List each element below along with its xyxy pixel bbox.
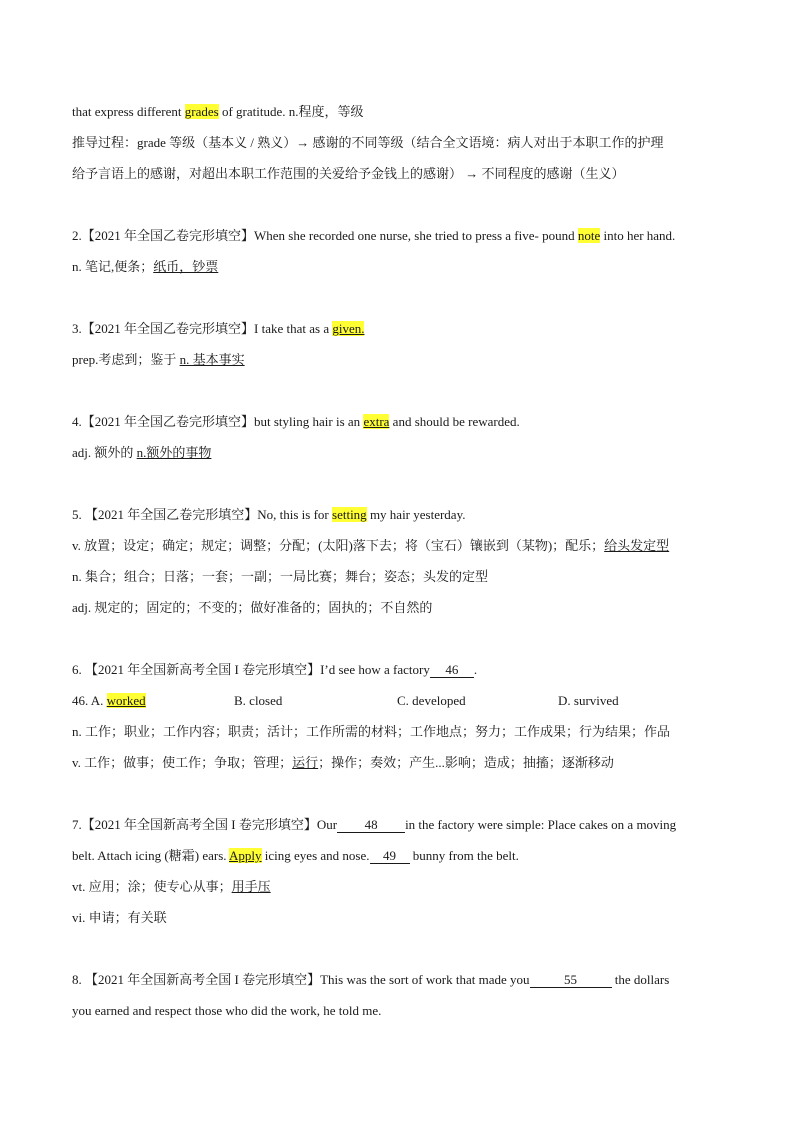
sentence-text: that express different	[72, 104, 185, 119]
item-6-verb-definition	[72, 747, 732, 778]
sentence-text: Our	[316, 817, 338, 832]
sentence-text: I’d see how a factory	[320, 662, 430, 677]
option-b: B. closed	[234, 693, 283, 708]
underlined-meaning: n.额外的事物	[136, 445, 212, 460]
sentence-text: I take that as a	[254, 321, 333, 336]
highlighted-word: extra	[363, 414, 390, 429]
sentence-text: When she recorded one nurse, she tried to press a five- pound	[254, 228, 578, 243]
item-8-sentence-cont: you earned and respect those who did the work, he told me.	[72, 1003, 382, 1018]
item-6-noun-definition: n. 工作；职业；工作内容；职责；活计；工作所需的材料；工作地点；努力；工作成果；行为结果；作品	[72, 724, 671, 739]
highlighted-word: given.	[332, 321, 365, 336]
item-2-sentence	[72, 220, 732, 251]
item-2-definition	[72, 251, 732, 282]
item-heading: 5. 【2021 年全国乙卷完形填空】	[72, 507, 258, 522]
item-3-definition	[72, 344, 732, 375]
sentence-text: the dollars	[611, 972, 670, 987]
definition-text: ；操作；奏效；产生...影响；造成；抽搐；逐渐移动	[318, 755, 614, 770]
item-6-options	[72, 685, 732, 716]
item-heading: 2.【2021 年全国乙卷完形填空】	[72, 228, 255, 243]
answer-blank: 46	[430, 663, 474, 678]
item-heading: 3.【2021 年全国乙卷完形填空】	[72, 321, 255, 336]
sentence-text: bunny from the belt.	[409, 848, 519, 863]
answer-blank: 49	[370, 849, 410, 864]
derivation-line-1: 推导过程：grade 等级（基本义 / 熟义）→ 感谢的不同等级（结合全文语境：病人对出于本职工作的护理	[72, 135, 664, 150]
sentence-text: and should be rewarded.	[389, 414, 520, 429]
underlined-meaning: 给头发定型	[604, 538, 670, 553]
item-4-definition	[72, 437, 732, 468]
underlined-meaning: 纸币，钞票	[153, 259, 219, 274]
definition-text: vt. 应用；涂；使专心从事；	[72, 879, 232, 894]
sentence-text: icing eyes and nose.	[261, 848, 370, 863]
item-3-sentence	[72, 313, 732, 344]
sentence-text: .	[473, 662, 478, 677]
sentence-text: in the factory were simple: Place cakes on a moving	[405, 817, 677, 832]
item-heading: 6. 【2021 年全国新高考全国 I 卷完形填空】	[72, 662, 321, 677]
sentence-text: my hair yesterday.	[366, 507, 466, 522]
definition-text: adj. 额外的	[72, 445, 137, 460]
item-7-vi-definition: vi. 申请；有关联	[72, 910, 167, 925]
definition-text: v. 放置；设定；确定；规定；调整；分配；(太阳)落下去；将（宝石）镶嵌到（某物)；配乐；	[72, 538, 605, 553]
item-6-sentence	[72, 654, 732, 685]
item-5-sentence	[72, 499, 732, 530]
item-7-sentence-cont	[72, 840, 732, 871]
sentence-text: No, this is for	[257, 507, 333, 522]
continuation-line-1	[72, 96, 732, 127]
item-5-verb-definition	[72, 530, 732, 561]
item-heading: 7.【2021 年全国新高考全国 I 卷完形填空】	[72, 817, 317, 832]
sentence-text: of gratitude. n.程度，等级	[218, 104, 364, 119]
definition-text: prep.考虑到；鉴于	[72, 352, 180, 367]
answer-blank: 55	[530, 973, 612, 988]
definition-text: n. 笔记,便条；	[72, 259, 154, 274]
highlighted-word: note	[577, 228, 601, 243]
highlighted-word: Apply	[229, 848, 262, 863]
item-5-noun-definition: n. 集合；组合；日落；一套；一副；一局比赛；舞台；姿态；头发的定型	[72, 569, 489, 584]
sentence-text: into her hand.	[600, 228, 676, 243]
highlighted-word: setting	[332, 507, 367, 522]
derivation-line-2: 给予言语上的感谢，对超出本职工作范围的关爱给予金钱上的感谢） → 不同程度的感谢（生义）	[72, 166, 625, 181]
option-c: C. developed	[397, 693, 466, 708]
item-4-sentence	[72, 406, 732, 437]
item-8-sentence	[72, 964, 732, 995]
highlighted-word: worked	[106, 693, 146, 708]
item-5-adj-definition: adj. 规定的；固定的；不变的；做好准备的；固执的；不自然的	[72, 600, 433, 615]
sentence-text: belt. Attach icing (糖霜) ears.	[72, 848, 230, 863]
document-page	[72, 96, 732, 1026]
sentence-text: but styling hair is an	[254, 414, 364, 429]
highlighted-word: grades	[184, 104, 219, 119]
item-7-vt-definition	[72, 871, 732, 902]
sentence-text: This was the sort of work that made you	[320, 972, 530, 987]
option-label: 46. A.	[72, 693, 107, 708]
option-a	[72, 685, 234, 716]
underlined-meaning: 运行	[292, 755, 319, 770]
item-heading: 8. 【2021 年全国新高考全国 I 卷完形填空】	[72, 972, 321, 987]
item-heading: 4.【2021 年全国乙卷完形填空】	[72, 414, 255, 429]
underlined-meaning: n. 基本事实	[179, 352, 245, 367]
definition-text: v. 工作；做事；使工作；争取；管理；	[72, 755, 293, 770]
item-7-sentence	[72, 809, 732, 840]
underlined-meaning: 用手压	[231, 879, 271, 894]
answer-blank: 48	[337, 818, 405, 833]
option-d: D. survived	[558, 693, 619, 708]
